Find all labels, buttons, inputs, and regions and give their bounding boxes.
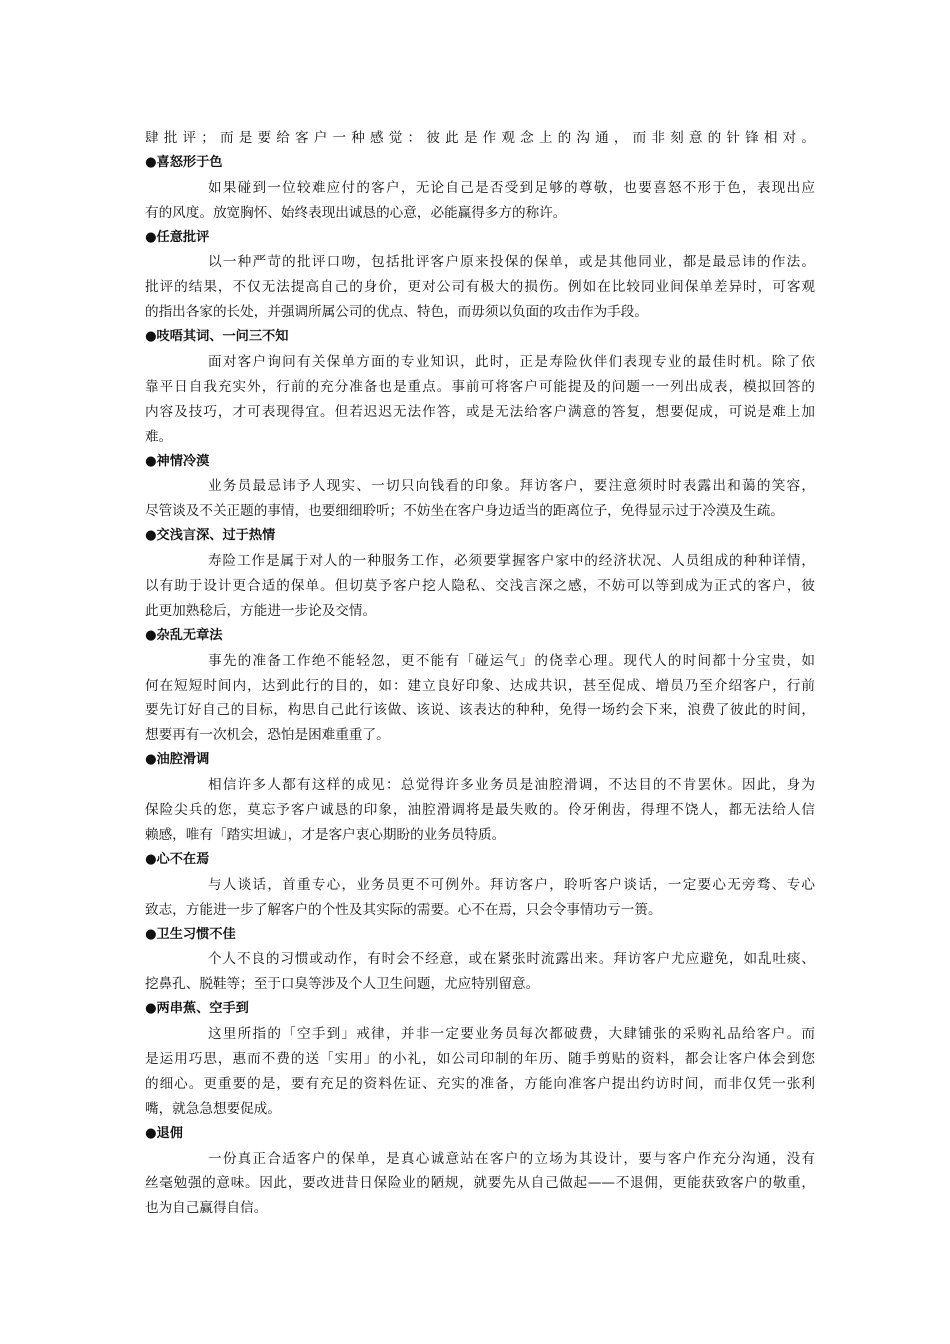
section-heading-criticism: ●任意批评: [145, 229, 210, 245]
paragraph-line: 丝毫勉强的意味。因此，要改进昔日保险业的陋规，就要先从自己做起——不退佣，更能获致客户的敬重，: [145, 1175, 815, 1192]
paragraph-line: 也为自己赢得自信。: [145, 1200, 268, 1217]
paragraph-line: 寿险工作是属于对人的一种服务工作，必须要掌握客户家中的经济状况、人员组成的种种详情，: [208, 553, 815, 570]
paragraph-line: 以一种严苛的批评口吻，包括批评客户原来投保的保单，或是其他同业，都是最忌讳的作法。: [208, 254, 815, 271]
section-heading-overfamiliar: ●交浅言深、过于热情: [145, 528, 276, 544]
paragraph-line: 业务员最忌讳予人现实、一切只向钱看的印象。拜访客户，要注意须时时表露出和蔼的笑容，: [208, 478, 815, 495]
paragraph-line: 要先订好自己的目标，构思自己此行该做、该说、该表达的种种，免得一场约会下来，浪费了彼此的时间，: [145, 702, 815, 719]
document-page: [145, 126, 815, 1221]
section-heading-rebate: ●退佣: [145, 1125, 183, 1141]
paragraph-line: 批评的结果，不仅无法提高自己的身价，更对公司有极大的损伤。例如在比较同业间保单差异时，可客观: [145, 279, 815, 296]
paragraph-line: 事先的准备工作绝不能轻忽，更不能有「碰运气」的侥幸心理。现代人的时间都十分宝贵，如: [208, 652, 815, 669]
paragraph-line: 与人谈话，首重专心，业务员更不可例外。拜访客户，聆听客户谈话，一定要心无旁骛、专心: [208, 876, 815, 893]
paragraph-line: 赖感，唯有「踏实坦诚」，才是客户衷心期盼的业务员特质。: [145, 826, 506, 843]
paragraph-line: 保险尖兵的您，莫忘予客户诚恳的印象，油腔滑调将是最失败的。伶牙俐齿，得理不饶人，都无法给人信: [145, 802, 815, 819]
paragraph-line: 此更加熟稔后，方能进一步论及交情。: [145, 602, 377, 619]
paragraph-line: 以有助于设计更合适的保单。但切莫予客户挖人隐私、交浅言深之感，不妨可以等到成为正式的客户，彼: [145, 578, 815, 595]
section-heading-absent-minded: ●心不在焉: [145, 851, 210, 867]
paragraph-line: 相信许多人都有这样的成见：总觉得许多业务员是油腔滑调，不达目的不肯罢休。因此，身为: [208, 777, 815, 794]
section-heading-disorganized: ●杂乱无章法: [145, 627, 223, 643]
section-heading-emotions: ●喜怒形于色: [145, 154, 223, 170]
paragraph-line: 尽管谈及不关正题的事情，也要细细聆听；不妨坐在客户身边适当的距离位子，免得显示过于冷漠及生疏。: [145, 503, 784, 520]
paragraph-line: 嘴，就急急想要促成。: [145, 1100, 281, 1117]
paragraph-line: 这里所指的「空手到」戒律，并非一定要业务员每次都破费，大肆铺张的采购礼品给客户。而: [208, 1026, 815, 1043]
paragraph-line: 的细心。更重要的是，要有充足的资料佐证、充实的准备，方能向准客户提出约访时间，而非仅凭一张利: [145, 1075, 815, 1092]
paragraph-line: 如果碰到一位较难应付的客户，无论自己是否受到足够的尊敬，也要喜怒不形于色，表现出应: [208, 179, 815, 196]
paragraph-line: 一份真正合适客户的保单，是真心诚意站在客户的立场为其设计，要与客户作充分沟通，没有: [208, 1150, 815, 1167]
section-heading-hygiene: ●卫生习惯不佳: [145, 926, 236, 942]
paragraph-line: 何在短短时间内，达到此行的目的，如：建立良好印象、达成共识，甚至促成、增员乃至介绍客户，行前: [145, 677, 815, 694]
paragraph-line: 难。: [145, 428, 173, 445]
paragraph-line: 靠平日自我充实外，行前的充分准备也是重点。事前可将客户可能提及的问题一一列出成表，模拟回答的: [145, 378, 815, 395]
paragraph-line: 挖鼻孔、脱鞋等；至于口臭等涉及个人卫生问题，尤应特别留意。: [145, 976, 540, 993]
paragraph-line: 面对客户询问有关保单方面的专业知识，此时，正是寿险伙伴们表现专业的最佳时机。除了依: [208, 354, 815, 371]
paragraph-line: 致志，方能进一步了解客户的个性及其实际的需要。心不在焉，只会令事情功亏一篑。: [145, 901, 662, 918]
paragraph-line: 内容及技巧，才可表现得宜。但若迟迟无法作答，或是无法给客户满意的答复，想要促成，可说是难上加: [145, 403, 815, 420]
section-heading-empty-handed: ●两串蕉、空手到: [145, 1001, 249, 1017]
paragraph-line: 想要再有一次机会，恐怕是困难重重了。: [145, 727, 390, 744]
section-heading-evasive: ●吱唔其词、一问三不知: [145, 329, 289, 345]
paragraph-line: 是运用巧思，惠而不费的送「实用」的小礼，如公司印制的年历、随手剪贴的资料，都会让客户体会到您: [145, 1050, 815, 1067]
paragraph-line: 肆批评；而是要给客户一种感觉：彼此是作观念上的沟通，而非刻意的针锋相对。: [145, 130, 815, 146]
section-heading-glib: ●油腔滑调: [145, 752, 210, 768]
paragraph-line: 的指出各家的长处，并强调所属公司的优点、特色，而毋须以负面的攻击作为手段。: [145, 304, 648, 321]
paragraph-line: 有的风度。放宽胸怀、始终表现出诚恳的心意，必能赢得多方的称许。: [145, 204, 567, 221]
paragraph-line: 个人不良的习惯或动作，有时会不经意，或在紧张时流露出来。拜访客户尤应避免，如乱吐痰、: [208, 951, 815, 968]
section-heading-cold: ●神情冷漠: [145, 453, 210, 469]
